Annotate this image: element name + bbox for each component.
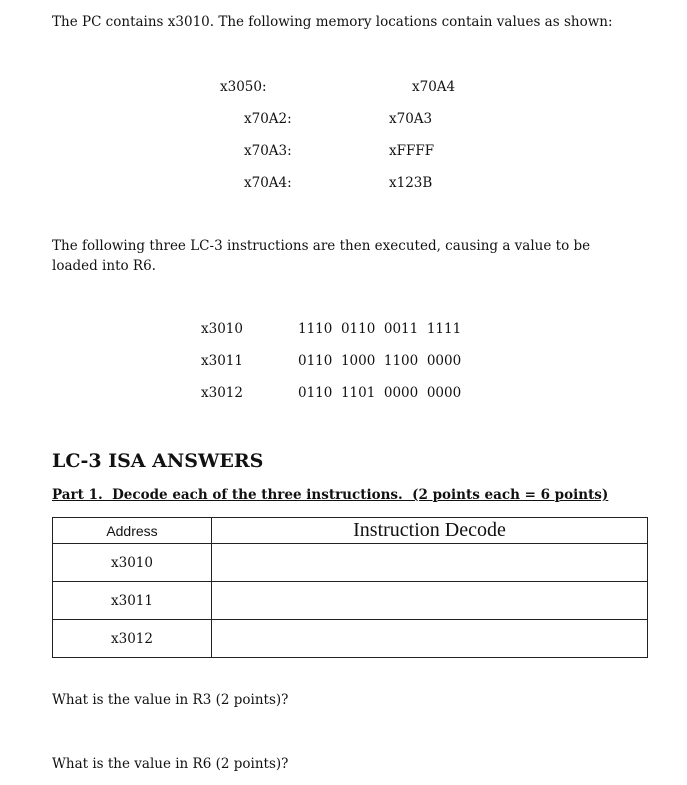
intro-text: The PC contains x3010. The following memory locations contain values as shown: bbox=[52, 14, 613, 30]
instruction-bits: 0110 1000 1100 0000 bbox=[298, 353, 462, 369]
row-address: x3012 bbox=[53, 620, 212, 658]
column-header-address: Address bbox=[53, 518, 212, 544]
answers-heading: LC-3 ISA ANSWERS bbox=[52, 450, 264, 472]
memory-address: x70A2: bbox=[244, 111, 292, 127]
part1-heading: Part 1. Decode each of the three instructions. (2 points each = 6 points) bbox=[52, 487, 609, 503]
table-row bbox=[53, 544, 648, 582]
instructions-intro: The following three LC-3 instructions are then executed, causing a value to be loaded into R6. bbox=[52, 238, 591, 274]
column-header-decode: Instruction Decode bbox=[212, 518, 648, 544]
instruction-bits: 1110 0110 0011 1111 bbox=[298, 321, 462, 337]
row-address: x3010 bbox=[53, 544, 212, 582]
table-header-row bbox=[53, 518, 648, 544]
decode-table bbox=[52, 517, 648, 658]
instruction-address: x3011 bbox=[201, 353, 243, 369]
memory-address: x70A4: bbox=[244, 175, 292, 191]
row-decode-cell[interactable] bbox=[212, 620, 648, 658]
question-r6: What is the value in R6 (2 points)? bbox=[52, 756, 289, 772]
instruction-address: x3010 bbox=[201, 321, 243, 337]
row-decode-cell[interactable] bbox=[212, 544, 648, 582]
table-row bbox=[53, 620, 648, 658]
memory-value: xFFFF bbox=[389, 143, 435, 159]
row-decode-cell[interactable] bbox=[212, 582, 648, 620]
memory-value: x70A3 bbox=[389, 111, 433, 127]
memory-address: x70A3: bbox=[244, 143, 292, 159]
instruction-address: x3012 bbox=[201, 385, 243, 401]
question-r3: What is the value in R3 (2 points)? bbox=[52, 692, 289, 708]
memory-value: x123B bbox=[389, 175, 433, 191]
row-address: x3011 bbox=[53, 582, 212, 620]
memory-value: x70A4 bbox=[412, 79, 456, 95]
table-row bbox=[53, 582, 648, 620]
instruction-bits: 0110 1101 0000 0000 bbox=[298, 385, 462, 401]
memory-address: x3050: bbox=[220, 79, 267, 95]
